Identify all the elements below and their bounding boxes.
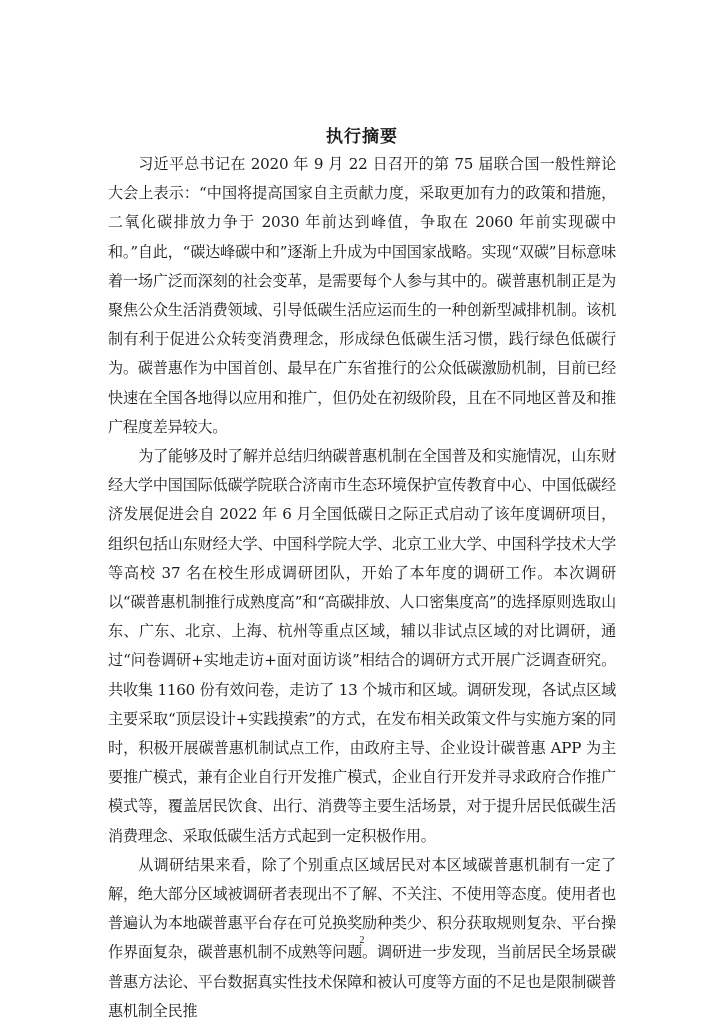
paragraph-3: 从调研结果来看，除了个别重点区域居民对本区域碳普惠机制有一定了解，绝大部分区域被调研者表现出不了解、不关注、不使用等态度。使用者也普遍认为本地碳普惠平台存在可兑换奖励种类少、积分获取规则复杂、平台操作界面复杂，碳普惠机制不成熟等问题。调研进一步发现，当前居民全场景碳普惠方法论、平台数据真实性技术保障和被认可度等方面的不足也是限制碳普惠机制全民推 xyxy=(108,855,616,1020)
body-text xyxy=(108,150,616,1026)
paragraph-2: 为了能够及时了解并总结归纳碳普惠机制在全国普及和实施情况，山东财经大学中国国际低碳学院联合济南市生态环境保护宣传教育中心、中国低碳经济发展促进会自 2022 年 6 月全国低碳日之际正式启动了该年度调研项目，组织包括山东财经大学、中国科学院大学、北京工业大学、中国科学技术大学等高校 37 名在校生形成调研团队，开始了本年度的调研工作。本次调研以“碳普惠机制推行成熟度高”和“高碳排放、人口密集度高”的选择原则选取山东、广东、北京、上海、杭州等重点区域，辅以非试点区域的对比调研，通过“问卷调研+实地走访+面对面访谈”相结合的调研方式开展广泛调查研究。共收集 1160 份有效问卷，走访了 13 个城市和区域。调研发现，各试点区域主要采取“顶层设计+实践摸索”的方式，在发布相关政策文件与实施方案的同时，积极开展碳普惠机制试点工作，由政府主导、企业设计碳普惠 APP 为主要推广模式，兼有企业自行开发推广模式，企业自行开发并寻求政府合作推广模式等，覆盖居民饮食、出行、消费等主要生活场景，对于提升居民低碳生活消费理念、采取低碳生活方式起到一定积极作用。 xyxy=(108,447,616,845)
page-title: 执行摘要 xyxy=(326,127,398,147)
page-number: 2 xyxy=(359,935,365,946)
paragraph-1: 习近平总书记在 2020 年 9 月 22 日召开的第 75 届联合国一般性辩论大会上表示：“中国将提高国家自主贡献力度，采取更加有力的政策和措施，二氧化碳排放力争于 2030 年前达到峰值，争取在 2060 年前实现碳中和。”自此，“碳达峰碳中和”逐渐上升成为中国国家战略。实现“双碳”目标意味着一场广泛而深刻的社会变革，是需要每个人参与其中的。碳普惠机制正是为聚焦公众生活消费领域、引导低碳生活应运而生的一种创新型减排机制。该机制有利于促进公众转变消费理念，形成绿色低碳生活习惯，践行绿色低碳行为。碳普惠作为中国首创、最早在广东省推行的公众低碳激励机制，目前已经快速在全国各地得以应用和推广，但仍处在初级阶段，且在不同地区普及和推广程度差异较大。 xyxy=(108,155,616,436)
